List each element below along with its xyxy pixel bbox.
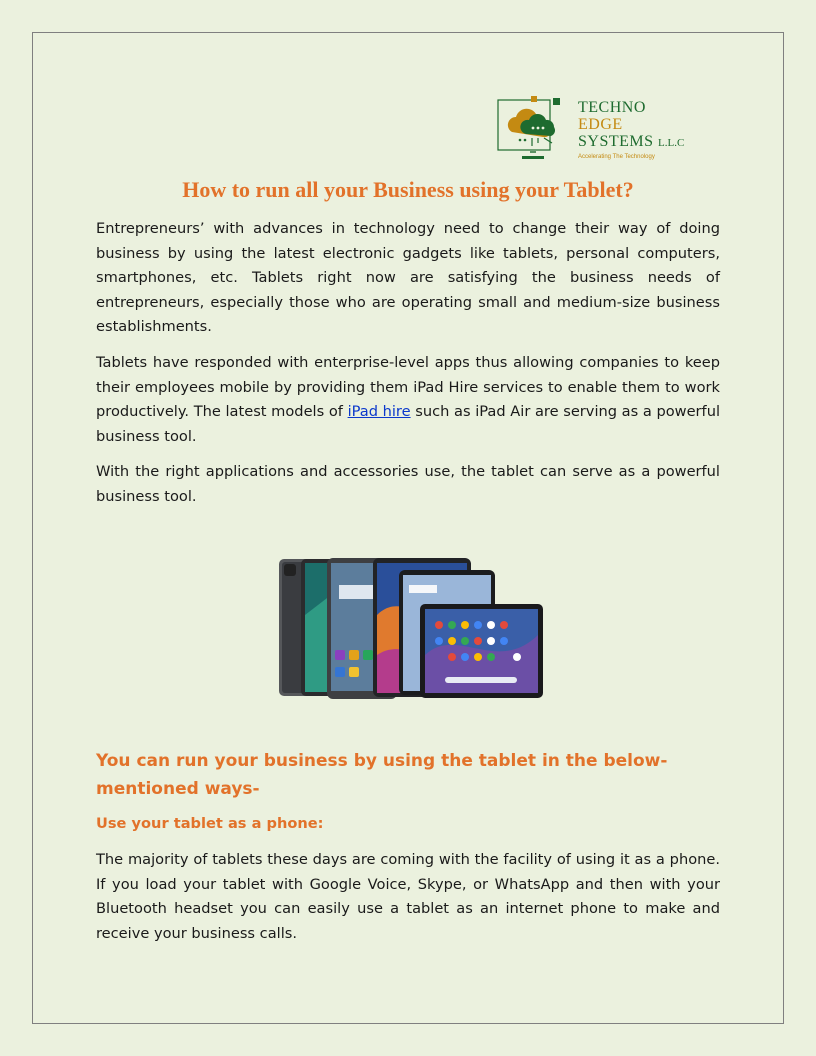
logo-suffix: L.L.C xyxy=(658,137,685,149)
ipad-hire-text-after: such as iPad Air are serving as a powerful business tool. xyxy=(96,403,720,445)
intro-paragraph: Entrepreneurs’ with advances in technology need to change their way of doing business by using the latest electronic gadgets like tablets, personal computers, smartphones, etc. Tablets right now are satisfying the business needs of entrepreneurs, especially those who are operating small and medium-size business establishments. xyxy=(96,220,720,336)
tablets-image xyxy=(277,555,545,701)
logo-line-systems: SYSTEMS xyxy=(578,133,654,150)
cloud-computer-icon xyxy=(496,96,578,162)
ipad-hire-paragraph xyxy=(96,351,720,449)
page-title: How to run all your Business using your Tablet? xyxy=(182,177,634,202)
ways-heading: You can run your business by using the tablet in the below-mentioned ways- xyxy=(96,751,668,799)
logo-line-techno: TECHNO xyxy=(578,99,646,116)
business-tool-paragraph: With the right applications and accessories use, the tablet can serve as a powerful business tool. xyxy=(96,463,720,505)
phone-subheading: Use your tablet as a phone: xyxy=(96,815,324,832)
ipad-hire-link[interactable]: iPad hire xyxy=(347,403,411,421)
company-logo xyxy=(496,96,716,162)
logo-line-edge: EDGE xyxy=(578,116,623,133)
phone-paragraph: The majority of tablets these days are coming with the facility of using it as a phone. If you load your tablet with Google Voice, Skype, or WhatsApp and then with your Bluetooth headset you can easily use a tablet as an internet phone to make and receive your business calls. xyxy=(96,851,720,942)
logo-tagline: Accelerating The Technology xyxy=(578,154,655,160)
ipad-hire-text-before: Tablets have responded with enterprise-level apps thus allowing companies to keep their employees mobile by providing them iPad Hire services to enable them to work productively. The latest models of xyxy=(96,354,720,421)
logo-wordmark xyxy=(578,99,684,152)
